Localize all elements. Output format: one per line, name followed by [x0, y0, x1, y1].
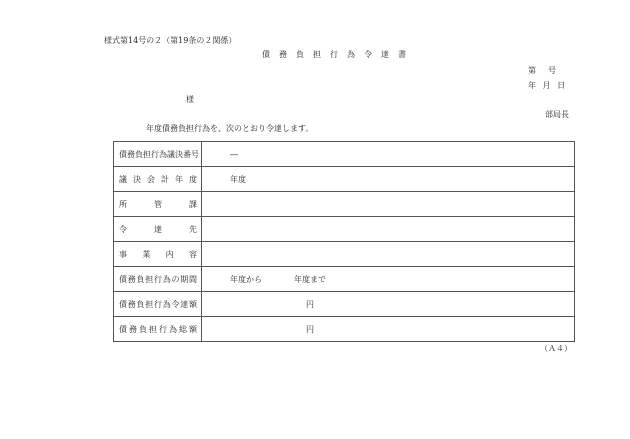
document-date-line: 年 月 日	[528, 81, 568, 90]
row-value-fiscal-year: 年度	[202, 167, 575, 192]
intro-text: 年度債務負担行為を、次のとおり令達します。	[146, 124, 314, 133]
form-table	[113, 141, 575, 342]
row-value-recipient	[202, 217, 575, 242]
table-row	[114, 317, 575, 342]
table-row	[114, 192, 575, 217]
document-title: 債務負担行為令達書	[262, 50, 415, 59]
period-to: 年度まで	[294, 274, 326, 284]
row-label-total-amount: 債務負担行為総額	[114, 317, 202, 342]
row-value-resolution-number: ―	[202, 142, 575, 167]
table-row	[114, 242, 575, 267]
period-from: 年度から	[230, 274, 262, 284]
row-label-allotted-amount: 債務負担行為令達額	[114, 292, 202, 317]
sender-title: 部局長	[545, 110, 569, 119]
row-label-department: 所管課	[114, 192, 202, 217]
table-row	[114, 167, 575, 192]
table-row	[114, 267, 575, 292]
row-label-recipient: 令達先	[114, 217, 202, 242]
paper-size-note: （Ａ４）	[540, 344, 572, 353]
row-label-project-content: 事業内容	[114, 242, 202, 267]
table-row	[114, 217, 575, 242]
document-number-line: 第 号	[528, 66, 558, 75]
row-value-project-content	[202, 242, 575, 267]
row-label-period: 債務負担行為の期間	[114, 267, 202, 292]
row-value-period	[202, 267, 575, 292]
table-row	[114, 142, 575, 167]
row-value-department	[202, 192, 575, 217]
table-row	[114, 292, 575, 317]
row-label-resolution-number: 債務負担行為議決番号	[114, 142, 202, 167]
form-number: 様式第14号の２（第19条の２関係）	[104, 36, 237, 45]
row-value-total-amount: 円	[202, 317, 575, 342]
row-value-allotted-amount: 円	[202, 292, 575, 317]
addressee-suffix: 様	[186, 95, 194, 104]
row-label-fiscal-year: 議決会計年度	[114, 167, 202, 192]
